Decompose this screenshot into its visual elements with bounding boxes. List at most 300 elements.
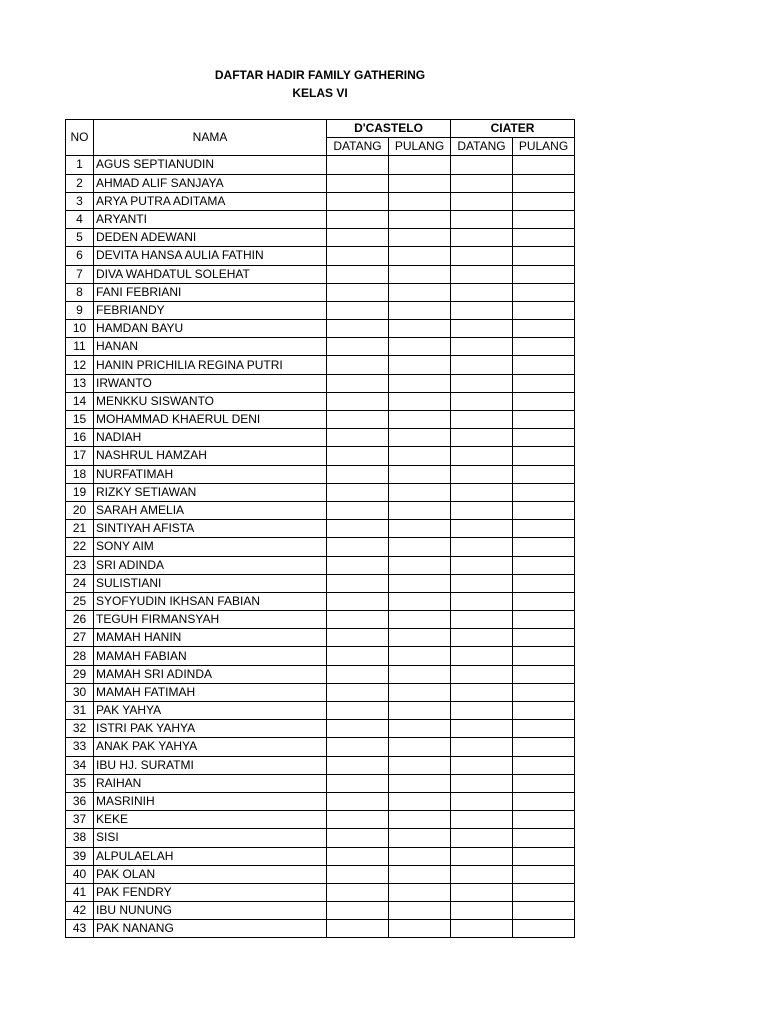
ciater-datang-cell[interactable]: [451, 429, 513, 447]
attendance-table: [65, 119, 575, 938]
dcastelo-pulang-cell[interactable]: [389, 574, 451, 592]
table-row: [66, 538, 575, 556]
ciater-datang-cell[interactable]: [451, 592, 513, 610]
dcastelo-pulang-cell[interactable]: [389, 811, 451, 829]
dcastelo-pulang-cell[interactable]: [389, 392, 451, 410]
ciater-datang-cell[interactable]: [451, 156, 513, 174]
row-name: ISTRI PAK YAHYA: [94, 720, 327, 738]
ciater-pulang-cell[interactable]: [513, 611, 575, 629]
dcastelo-datang-cell[interactable]: [327, 720, 389, 738]
row-name: SONY AIM: [94, 538, 327, 556]
ciater-pulang-cell[interactable]: [513, 774, 575, 792]
ciater-pulang-cell[interactable]: [513, 556, 575, 574]
dcastelo-datang-cell[interactable]: [327, 847, 389, 865]
dcastelo-datang-cell[interactable]: [327, 520, 389, 538]
dcastelo-datang-cell[interactable]: [327, 883, 389, 901]
ciater-pulang-cell[interactable]: [513, 283, 575, 301]
ciater-pulang-cell[interactable]: [513, 902, 575, 920]
dcastelo-pulang-cell[interactable]: [389, 429, 451, 447]
table-row: [66, 792, 575, 810]
dcastelo-pulang-cell[interactable]: [389, 210, 451, 228]
header-dcastelo-datang: DATANG: [327, 138, 389, 156]
row-number: 30: [66, 683, 94, 701]
ciater-datang-cell[interactable]: [451, 756, 513, 774]
ciater-datang-cell[interactable]: [451, 247, 513, 265]
ciater-pulang-cell[interactable]: [513, 192, 575, 210]
dcastelo-datang-cell[interactable]: [327, 811, 389, 829]
dcastelo-datang-cell[interactable]: [327, 774, 389, 792]
ciater-datang-cell[interactable]: [451, 265, 513, 283]
table-row: [66, 665, 575, 683]
dcastelo-pulang-cell[interactable]: [389, 447, 451, 465]
table-row: [66, 174, 575, 192]
row-number: 43: [66, 920, 94, 938]
ciater-pulang-cell[interactable]: [513, 374, 575, 392]
ciater-pulang-cell[interactable]: [513, 174, 575, 192]
dcastelo-pulang-cell[interactable]: [389, 338, 451, 356]
dcastelo-pulang-cell[interactable]: [389, 883, 451, 901]
table-row: [66, 192, 575, 210]
row-name: PAK YAHYA: [94, 702, 327, 720]
dcastelo-datang-cell[interactable]: [327, 665, 389, 683]
table-row: [66, 683, 575, 701]
table-row: [66, 447, 575, 465]
ciater-pulang-cell[interactable]: [513, 447, 575, 465]
row-number: 17: [66, 447, 94, 465]
row-number: 37: [66, 811, 94, 829]
row-name: MAMAH FATIMAH: [94, 683, 327, 701]
dcastelo-pulang-cell[interactable]: [389, 647, 451, 665]
document-subtitle: KELAS VI: [292, 86, 348, 100]
dcastelo-datang-cell[interactable]: [327, 447, 389, 465]
dcastelo-datang-cell[interactable]: [327, 320, 389, 338]
row-name: MASRINIH: [94, 792, 327, 810]
row-number: 38: [66, 829, 94, 847]
ciater-datang-cell[interactable]: [451, 501, 513, 519]
dcastelo-datang-cell[interactable]: [327, 647, 389, 665]
ciater-datang-cell[interactable]: [451, 865, 513, 883]
row-name: NASHRUL HAMZAH: [94, 447, 327, 465]
dcastelo-datang-cell[interactable]: [327, 592, 389, 610]
ciater-pulang-cell[interactable]: [513, 756, 575, 774]
dcastelo-pulang-cell[interactable]: [389, 174, 451, 192]
dcastelo-pulang-cell[interactable]: [389, 247, 451, 265]
ciater-pulang-cell[interactable]: [513, 356, 575, 374]
row-number: 27: [66, 629, 94, 647]
ciater-datang-cell[interactable]: [451, 356, 513, 374]
dcastelo-datang-cell[interactable]: [327, 210, 389, 228]
dcastelo-pulang-cell[interactable]: [389, 283, 451, 301]
ciater-datang-cell[interactable]: [451, 902, 513, 920]
row-number: 26: [66, 611, 94, 629]
dcastelo-pulang-cell[interactable]: [389, 829, 451, 847]
ciater-datang-cell[interactable]: [451, 465, 513, 483]
row-name: PAK OLAN: [94, 865, 327, 883]
table-row: [66, 520, 575, 538]
ciater-pulang-cell[interactable]: [513, 483, 575, 501]
row-number: 18: [66, 465, 94, 483]
table-row: [66, 829, 575, 847]
row-number: 31: [66, 702, 94, 720]
ciater-pulang-cell[interactable]: [513, 520, 575, 538]
dcastelo-pulang-cell[interactable]: [389, 738, 451, 756]
ciater-datang-cell[interactable]: [451, 647, 513, 665]
ciater-datang-cell[interactable]: [451, 374, 513, 392]
table-row: [66, 411, 575, 429]
row-number: 24: [66, 574, 94, 592]
ciater-datang-cell[interactable]: [451, 392, 513, 410]
dcastelo-datang-cell[interactable]: [327, 465, 389, 483]
dcastelo-pulang-cell[interactable]: [389, 902, 451, 920]
dcastelo-datang-cell[interactable]: [327, 229, 389, 247]
row-name: IBU HJ. SURATMI: [94, 756, 327, 774]
ciater-datang-cell[interactable]: [451, 320, 513, 338]
dcastelo-datang-cell[interactable]: [327, 411, 389, 429]
dcastelo-datang-cell[interactable]: [327, 629, 389, 647]
ciater-datang-cell[interactable]: [451, 811, 513, 829]
table-row: [66, 556, 575, 574]
row-number: 25: [66, 592, 94, 610]
table-row: [66, 865, 575, 883]
table-row: [66, 847, 575, 865]
ciater-pulang-cell[interactable]: [513, 411, 575, 429]
row-number: 23: [66, 556, 94, 574]
row-name: NADIAH: [94, 429, 327, 447]
ciater-datang-cell[interactable]: [451, 192, 513, 210]
dcastelo-datang-cell[interactable]: [327, 792, 389, 810]
dcastelo-datang-cell[interactable]: [327, 301, 389, 319]
dcastelo-datang-cell[interactable]: [327, 483, 389, 501]
header-no: NO: [66, 120, 94, 156]
ciater-pulang-cell[interactable]: [513, 792, 575, 810]
row-number: 4: [66, 210, 94, 228]
attendance-rows: [66, 156, 575, 938]
row-name: RAIHAN: [94, 774, 327, 792]
ciater-pulang-cell[interactable]: [513, 210, 575, 228]
dcastelo-pulang-cell[interactable]: [389, 265, 451, 283]
dcastelo-datang-cell[interactable]: [327, 174, 389, 192]
ciater-pulang-cell[interactable]: [513, 592, 575, 610]
ciater-datang-cell[interactable]: [451, 174, 513, 192]
ciater-pulang-cell[interactable]: [513, 665, 575, 683]
table-row: [66, 883, 575, 901]
dcastelo-datang-cell[interactable]: [327, 556, 389, 574]
table-row: [66, 356, 575, 374]
row-name: HAMDAN BAYU: [94, 320, 327, 338]
header-ciater-datang: DATANG: [451, 138, 513, 156]
row-name: SULISTIANI: [94, 574, 327, 592]
row-number: 40: [66, 865, 94, 883]
dcastelo-datang-cell[interactable]: [327, 756, 389, 774]
ciater-pulang-cell[interactable]: [513, 647, 575, 665]
table-row: [66, 374, 575, 392]
ciater-datang-cell[interactable]: [451, 611, 513, 629]
ciater-datang-cell[interactable]: [451, 847, 513, 865]
row-number: 20: [66, 501, 94, 519]
dcastelo-datang-cell[interactable]: [327, 920, 389, 938]
row-name: DIVA WAHDATUL SOLEHAT: [94, 265, 327, 283]
dcastelo-pulang-cell[interactable]: [389, 356, 451, 374]
dcastelo-datang-cell[interactable]: [327, 683, 389, 701]
table-row: [66, 320, 575, 338]
row-name: DEVITA HANSA AULIA FATHIN: [94, 247, 327, 265]
row-name: SYOFYUDIN IKHSAN FABIAN: [94, 592, 327, 610]
ciater-pulang-cell[interactable]: [513, 865, 575, 883]
row-name: MAMAH HANIN: [94, 629, 327, 647]
dcastelo-datang-cell[interactable]: [327, 265, 389, 283]
ciater-pulang-cell[interactable]: [513, 738, 575, 756]
table-row: [66, 301, 575, 319]
dcastelo-pulang-cell[interactable]: [389, 702, 451, 720]
row-name: ARYANTI: [94, 210, 327, 228]
table-row: [66, 647, 575, 665]
table-row: [66, 210, 575, 228]
row-name: SRI ADINDA: [94, 556, 327, 574]
ciater-pulang-cell[interactable]: [513, 301, 575, 319]
table-row: [66, 483, 575, 501]
row-number: 16: [66, 429, 94, 447]
table-row: [66, 156, 575, 174]
ciater-pulang-cell[interactable]: [513, 829, 575, 847]
ciater-pulang-cell[interactable]: [513, 683, 575, 701]
dcastelo-pulang-cell[interactable]: [389, 520, 451, 538]
row-number: 39: [66, 847, 94, 865]
row-number: 41: [66, 883, 94, 901]
dcastelo-pulang-cell[interactable]: [389, 374, 451, 392]
row-number: 28: [66, 647, 94, 665]
table-row: [66, 501, 575, 519]
ciater-pulang-cell[interactable]: [513, 338, 575, 356]
dcastelo-pulang-cell[interactable]: [389, 501, 451, 519]
ciater-datang-cell[interactable]: [451, 283, 513, 301]
row-name: SISI: [94, 829, 327, 847]
table-row: [66, 702, 575, 720]
ciater-datang-cell[interactable]: [451, 665, 513, 683]
header-ciater-pulang: PULANG: [513, 138, 575, 156]
row-number: 21: [66, 520, 94, 538]
dcastelo-pulang-cell[interactable]: [389, 720, 451, 738]
table-row: [66, 265, 575, 283]
dcastelo-datang-cell[interactable]: [327, 865, 389, 883]
dcastelo-datang-cell[interactable]: [327, 374, 389, 392]
dcastelo-datang-cell[interactable]: [327, 156, 389, 174]
row-name: FANI FEBRIANI: [94, 283, 327, 301]
ciater-datang-cell[interactable]: [451, 229, 513, 247]
dcastelo-pulang-cell[interactable]: [389, 683, 451, 701]
header-group-ciater: CIATER: [451, 120, 575, 138]
row-name: ANAK PAK YAHYA: [94, 738, 327, 756]
table-row: [66, 338, 575, 356]
header-dcastelo-pulang: PULANG: [389, 138, 451, 156]
table-row: [66, 629, 575, 647]
row-number: 5: [66, 229, 94, 247]
row-number: 1: [66, 156, 94, 174]
dcastelo-pulang-cell[interactable]: [389, 792, 451, 810]
dcastelo-datang-cell[interactable]: [327, 429, 389, 447]
dcastelo-pulang-cell[interactable]: [389, 192, 451, 210]
dcastelo-pulang-cell[interactable]: [389, 774, 451, 792]
row-number: 34: [66, 756, 94, 774]
row-name: RIZKY SETIAWAN: [94, 483, 327, 501]
ciater-pulang-cell[interactable]: [513, 811, 575, 829]
dcastelo-datang-cell[interactable]: [327, 192, 389, 210]
row-number: 14: [66, 392, 94, 410]
ciater-datang-cell[interactable]: [451, 210, 513, 228]
row-number: 13: [66, 374, 94, 392]
dcastelo-datang-cell[interactable]: [327, 738, 389, 756]
ciater-datang-cell[interactable]: [451, 920, 513, 938]
table-row: [66, 429, 575, 447]
ciater-pulang-cell[interactable]: [513, 156, 575, 174]
dcastelo-pulang-cell[interactable]: [389, 301, 451, 319]
dcastelo-pulang-cell[interactable]: [389, 465, 451, 483]
ciater-datang-cell[interactable]: [451, 702, 513, 720]
row-name: IBU NUNUNG: [94, 902, 327, 920]
dcastelo-pulang-cell[interactable]: [389, 538, 451, 556]
dcastelo-datang-cell[interactable]: [327, 283, 389, 301]
dcastelo-datang-cell[interactable]: [327, 702, 389, 720]
dcastelo-pulang-cell[interactable]: [389, 756, 451, 774]
row-name: NURFATIMAH: [94, 465, 327, 483]
dcastelo-pulang-cell[interactable]: [389, 920, 451, 938]
ciater-pulang-cell[interactable]: [513, 720, 575, 738]
ciater-pulang-cell[interactable]: [513, 392, 575, 410]
row-name: MAMAH FABIAN: [94, 647, 327, 665]
header-group-dcastelo: D'CASTELO: [327, 120, 451, 138]
dcastelo-datang-cell[interactable]: [327, 356, 389, 374]
ciater-datang-cell[interactable]: [451, 829, 513, 847]
row-number: 15: [66, 411, 94, 429]
ciater-datang-cell[interactable]: [451, 629, 513, 647]
document-title: DAFTAR HADIR FAMILY GATHERING: [214, 68, 426, 82]
row-number: 32: [66, 720, 94, 738]
row-name: KEKE: [94, 811, 327, 829]
table-row: [66, 574, 575, 592]
row-name: ARYA PUTRA ADITAMA: [94, 192, 327, 210]
row-number: 29: [66, 665, 94, 683]
ciater-pulang-cell[interactable]: [513, 501, 575, 519]
ciater-pulang-cell[interactable]: [513, 320, 575, 338]
ciater-datang-cell[interactable]: [451, 411, 513, 429]
ciater-pulang-cell[interactable]: [513, 629, 575, 647]
dcastelo-datang-cell[interactable]: [327, 829, 389, 847]
dcastelo-datang-cell[interactable]: [327, 611, 389, 629]
ciater-pulang-cell[interactable]: [513, 883, 575, 901]
table-row: [66, 811, 575, 829]
row-number: 35: [66, 774, 94, 792]
ciater-datang-cell[interactable]: [451, 447, 513, 465]
ciater-datang-cell[interactable]: [451, 301, 513, 319]
dcastelo-pulang-cell[interactable]: [389, 611, 451, 629]
dcastelo-pulang-cell[interactable]: [389, 865, 451, 883]
ciater-datang-cell[interactable]: [451, 556, 513, 574]
dcastelo-pulang-cell[interactable]: [389, 665, 451, 683]
row-number: 3: [66, 192, 94, 210]
ciater-pulang-cell[interactable]: [513, 429, 575, 447]
dcastelo-datang-cell[interactable]: [327, 902, 389, 920]
row-number: 10: [66, 320, 94, 338]
ciater-datang-cell[interactable]: [451, 792, 513, 810]
ciater-pulang-cell[interactable]: [513, 702, 575, 720]
header-nama: NAMA: [94, 120, 327, 156]
ciater-pulang-cell[interactable]: [513, 229, 575, 247]
ciater-datang-cell[interactable]: [451, 538, 513, 556]
ciater-datang-cell[interactable]: [451, 338, 513, 356]
row-name: PAK NANANG: [94, 920, 327, 938]
dcastelo-datang-cell[interactable]: [327, 538, 389, 556]
row-name: AGUS SEPTIANUDIN: [94, 156, 327, 174]
table-row: [66, 229, 575, 247]
row-name: HANAN: [94, 338, 327, 356]
table-row: [66, 720, 575, 738]
dcastelo-datang-cell[interactable]: [327, 574, 389, 592]
dcastelo-pulang-cell[interactable]: [389, 320, 451, 338]
table-row: [66, 920, 575, 938]
table-row: [66, 592, 575, 610]
dcastelo-pulang-cell[interactable]: [389, 229, 451, 247]
ciater-pulang-cell[interactable]: [513, 847, 575, 865]
ciater-datang-cell[interactable]: [451, 683, 513, 701]
ciater-datang-cell[interactable]: [451, 774, 513, 792]
table-row: [66, 465, 575, 483]
row-number: 33: [66, 738, 94, 756]
ciater-pulang-cell[interactable]: [513, 920, 575, 938]
ciater-pulang-cell[interactable]: [513, 247, 575, 265]
ciater-pulang-cell[interactable]: [513, 465, 575, 483]
row-number: 2: [66, 174, 94, 192]
ciater-pulang-cell[interactable]: [513, 538, 575, 556]
row-number: 36: [66, 792, 94, 810]
table-row: [66, 774, 575, 792]
table-row: [66, 738, 575, 756]
dcastelo-pulang-cell[interactable]: [389, 629, 451, 647]
dcastelo-pulang-cell[interactable]: [389, 592, 451, 610]
table-row: [66, 392, 575, 410]
row-number: 6: [66, 247, 94, 265]
dcastelo-datang-cell[interactable]: [327, 338, 389, 356]
table-row: [66, 902, 575, 920]
row-name: FEBRIANDY: [94, 301, 327, 319]
row-name: DEDEN ADEWANI: [94, 229, 327, 247]
row-name: ALPULAELAH: [94, 847, 327, 865]
row-name: SINTIYAH AFISTA: [94, 520, 327, 538]
dcastelo-pulang-cell[interactable]: [389, 847, 451, 865]
row-name: HANIN PRICHILIA REGINA PUTRI: [94, 356, 327, 374]
dcastelo-datang-cell[interactable]: [327, 247, 389, 265]
dcastelo-datang-cell[interactable]: [327, 392, 389, 410]
ciater-datang-cell[interactable]: [451, 520, 513, 538]
ciater-datang-cell[interactable]: [451, 883, 513, 901]
ciater-datang-cell[interactable]: [451, 720, 513, 738]
dcastelo-pulang-cell[interactable]: [389, 556, 451, 574]
row-number: 42: [66, 902, 94, 920]
ciater-pulang-cell[interactable]: [513, 574, 575, 592]
dcastelo-pulang-cell[interactable]: [389, 483, 451, 501]
dcastelo-pulang-cell[interactable]: [389, 156, 451, 174]
dcastelo-pulang-cell[interactable]: [389, 411, 451, 429]
ciater-datang-cell[interactable]: [451, 574, 513, 592]
ciater-datang-cell[interactable]: [451, 483, 513, 501]
ciater-pulang-cell[interactable]: [513, 265, 575, 283]
row-number: 19: [66, 483, 94, 501]
row-name: MOHAMMAD KHAERUL DENI: [94, 411, 327, 429]
row-number: 7: [66, 265, 94, 283]
row-name: TEGUH FIRMANSYAH: [94, 611, 327, 629]
dcastelo-datang-cell[interactable]: [327, 501, 389, 519]
table-row: [66, 283, 575, 301]
ciater-datang-cell[interactable]: [451, 738, 513, 756]
row-number: 8: [66, 283, 94, 301]
